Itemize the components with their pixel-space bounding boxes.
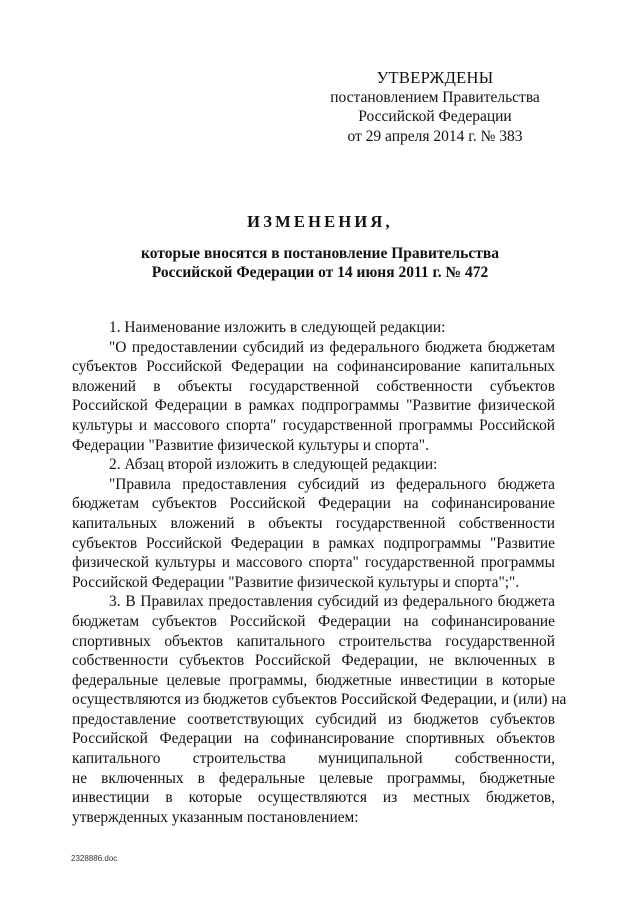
paragraph-line: бюджетам субъектов Российской Федерации на софинансирование bbox=[72, 612, 555, 630]
paragraph-line: Российской Федерации в рамках подпрограммы "Развитие физической bbox=[72, 397, 555, 415]
paragraph-line: инвестиции в которые осуществляются из местных бюджетов, bbox=[72, 789, 555, 807]
document-title: ИЗМЕНЕНИЯ, bbox=[247, 212, 393, 231]
paragraph-line: капитальных вложений в объекты государственной собственности bbox=[72, 514, 555, 532]
paragraph-line: Российской Федерации на софинансирование спортивных объектов bbox=[72, 730, 555, 748]
paragraph-line: спортивных объектов капитального строительства государственной bbox=[72, 632, 555, 650]
paragraph-line: вложений в объекты государственной собственности субъектов bbox=[72, 377, 555, 395]
paragraph-3 bbox=[72, 455, 555, 475]
paragraph-line: утвержденных указанным постановлением: bbox=[72, 808, 359, 826]
approval-line-1: постановлением Правительства bbox=[330, 88, 540, 106]
paragraph-line: осуществляются из бюджетов субъектов Российской Федерации, и (или) на bbox=[72, 691, 567, 709]
paragraph-line: 1. Наименование изложить в следующей редакции: bbox=[109, 319, 446, 336]
document-body bbox=[72, 318, 567, 827]
paragraph-line: предоставление соответствующих субсидий из бюджетов субъектов bbox=[72, 710, 555, 728]
paragraph-5 bbox=[72, 592, 567, 827]
subtitle-line-1: которые вносятся в постановление Правительства bbox=[141, 245, 499, 262]
approval-heading: УТВЕРЖДЕНЫ bbox=[376, 68, 494, 87]
paragraph-line: субъектов Российской Федерации в рамках подпрограммы "Развитие bbox=[72, 534, 555, 552]
paragraph-line: федеральные целевые программы, бюджетные инвестиции в которые bbox=[72, 671, 555, 689]
file-name-footer: 2328886.doc bbox=[71, 854, 118, 863]
approval-line-2: Российской Федерации bbox=[358, 108, 512, 125]
paragraph-2 bbox=[72, 338, 555, 456]
paragraph-line: капитального строительства муниципальной собственности, bbox=[72, 750, 555, 768]
paragraph-1 bbox=[72, 318, 555, 338]
paragraph-line: собственности субъектов Российской Федерации, не включенных в bbox=[72, 652, 555, 670]
paragraph-line: не включенных в федеральные целевые программы, бюджетные bbox=[72, 769, 555, 787]
approval-line-3: от 29 апреля 2014 г. № 383 bbox=[347, 127, 523, 145]
paragraph-line: "О предоставлении субсидий из федерального бюджета бюджетам bbox=[109, 338, 555, 356]
paragraph-line: 2. Абзац второй изложить в следующей редакции: bbox=[109, 456, 438, 474]
paragraph-line: физической культуры и массового спорта" государственной программы bbox=[72, 554, 555, 572]
paragraph-line: бюджетам субъектов Российской Федерации на софинансирование bbox=[72, 495, 555, 513]
paragraph-line: "Правила предоставления субсидий из федерального бюджета bbox=[109, 475, 555, 493]
subtitle-line-2: Российской Федерации от 14 июня 2011 г. № 472 bbox=[151, 264, 489, 281]
paragraph-line: субъектов Российской Федерации на софинансирование капитальных bbox=[72, 358, 555, 376]
paragraph-line: Российской Федерации "Развитие физической культуры и спорта";". bbox=[72, 573, 520, 591]
paragraph-line: Федерации "Развитие физической культуры и спорта". bbox=[72, 436, 429, 454]
paragraph-line: культуры и массового спорта" государственной программы Российской bbox=[72, 416, 555, 434]
approval-stamp bbox=[330, 68, 540, 146]
document-subtitle bbox=[0, 244, 640, 282]
paragraph-4 bbox=[72, 475, 555, 593]
paragraph-line: 3. В Правилах предоставления субсидий из федерального бюджета bbox=[109, 593, 555, 611]
